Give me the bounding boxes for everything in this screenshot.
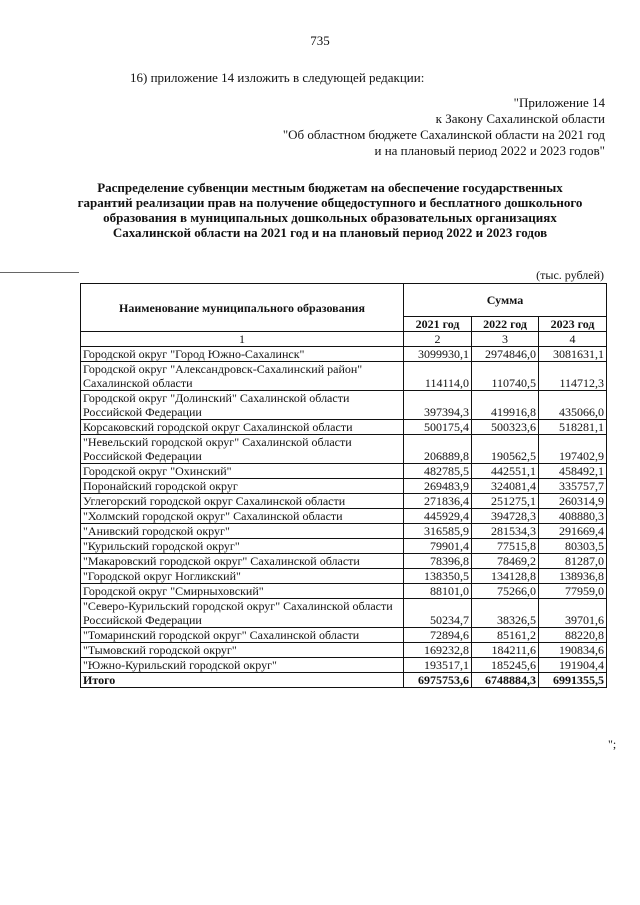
table-row	[81, 479, 607, 494]
municipality-name: Городской округ "Город Южно-Сахалинск"	[81, 347, 404, 362]
value-2021: 114114,0	[404, 362, 472, 391]
title-line: Распределение субвенции местным бюджетам на обеспечение государственных	[97, 180, 563, 195]
appendix-line: к Закону Сахалинской области	[435, 111, 605, 126]
table-row	[81, 628, 607, 643]
value-2021: 397394,3	[404, 391, 472, 420]
value-2021: 169232,8	[404, 643, 472, 658]
total-label: Итого	[81, 673, 404, 688]
header-year: 2021 год	[404, 317, 472, 332]
value-2021: 79901,4	[404, 539, 472, 554]
value-2022: 394728,3	[472, 509, 539, 524]
municipality-name: Городской округ "Долинский" Сахалинской области Российской Федерации	[81, 391, 404, 420]
municipality-name: "Макаровский городской округ" Сахалинской области	[81, 554, 404, 569]
header-year: 2022 год	[472, 317, 539, 332]
value-2022: 324081,4	[472, 479, 539, 494]
municipality-name: Углегорский городской округ Сахалинской области	[81, 494, 404, 509]
municipality-name: "Невельский городской округ" Сахалинской области Российской Федерации	[81, 435, 404, 464]
closing-quote: ";	[608, 737, 617, 751]
value-2023: 335757,7	[539, 479, 607, 494]
value-2021: 500175,4	[404, 420, 472, 435]
appendix-reference	[283, 95, 605, 159]
value-2023: 80303,5	[539, 539, 607, 554]
value-2021: 269483,9	[404, 479, 472, 494]
value-2022: 77515,8	[472, 539, 539, 554]
value-2021: 50234,7	[404, 599, 472, 628]
header-sum: Сумма	[404, 284, 607, 317]
table-row	[81, 569, 607, 584]
value-2022: 251275,1	[472, 494, 539, 509]
value-2021: 88101,0	[404, 584, 472, 599]
value-2022: 110740,5	[472, 362, 539, 391]
municipality-name: "Тымовский городской округ"	[81, 643, 404, 658]
subvention-table	[80, 283, 607, 688]
value-2022: 500323,6	[472, 420, 539, 435]
value-2021: 482785,5	[404, 464, 472, 479]
municipality-name: "Северо-Курильский городской округ" Сахалинской области Российской Федерации	[81, 599, 404, 628]
value-2021: 271836,4	[404, 494, 472, 509]
value-2023: 190834,6	[539, 643, 607, 658]
divider	[0, 272, 79, 273]
value-2023: 435066,0	[539, 391, 607, 420]
value-2023: 77959,0	[539, 584, 607, 599]
municipality-name: "Городской округ Ногликский"	[81, 569, 404, 584]
value-2021: 138350,5	[404, 569, 472, 584]
value-2021: 72894,6	[404, 628, 472, 643]
value-2023: 3081631,1	[539, 347, 607, 362]
value-2022: 281534,3	[472, 524, 539, 539]
value-2022: 134128,8	[472, 569, 539, 584]
municipality-name: "Холмский городской округ" Сахалинской области	[81, 509, 404, 524]
value-2022: 419916,8	[472, 391, 539, 420]
total-row	[81, 673, 607, 688]
document-title	[70, 180, 590, 240]
municipality-name: "Южно-Курильский городской округ"	[81, 658, 404, 673]
value-2022: 38326,5	[472, 599, 539, 628]
municipality-name: "Томаринский городской округ" Сахалинской области	[81, 628, 404, 643]
title-line: образования в муниципальных дошкольных образовательных организациях	[103, 210, 557, 225]
column-index: 1	[81, 332, 404, 347]
table-row	[81, 347, 607, 362]
table-row	[81, 509, 607, 524]
value-2022: 78469,2	[472, 554, 539, 569]
appendix-line: и на плановый период 2022 и 2023 годов"	[374, 143, 605, 158]
value-2021: 445929,4	[404, 509, 472, 524]
municipality-name: Корсаковский городской округ Сахалинской области	[81, 420, 404, 435]
table-row	[81, 524, 607, 539]
value-2021: 3099930,1	[404, 347, 472, 362]
table-row	[81, 584, 607, 599]
municipality-name: Городской округ "Охинский"	[81, 464, 404, 479]
page-number: 735	[310, 33, 330, 48]
value-2023: 138936,8	[539, 569, 607, 584]
value-2023: 197402,9	[539, 435, 607, 464]
units-label: (тыс. рублей)	[536, 268, 604, 282]
header-year: 2023 год	[539, 317, 607, 332]
table-row	[81, 643, 607, 658]
table-row	[81, 554, 607, 569]
value-2023: 291669,4	[539, 524, 607, 539]
municipality-name: "Анивский городской округ"	[81, 524, 404, 539]
value-2022: 184211,6	[472, 643, 539, 658]
value-2021: 316585,9	[404, 524, 472, 539]
table-row	[81, 494, 607, 509]
title-line: Сахалинской области на 2021 год и на плановый период 2022 и 2023 годов	[112, 225, 548, 240]
value-2022: 2974846,0	[472, 347, 539, 362]
value-2023: 88220,8	[539, 628, 607, 643]
total-2023: 6991355,5	[539, 673, 607, 688]
value-2023: 81287,0	[539, 554, 607, 569]
municipality-name: "Курильский городской округ"	[81, 539, 404, 554]
value-2021: 78396,8	[404, 554, 472, 569]
table-row	[81, 539, 607, 554]
value-2022: 442551,1	[472, 464, 539, 479]
table-row	[81, 464, 607, 479]
instruction-text: 16) приложение 14 изложить в следующей редакции:	[130, 70, 425, 85]
municipality-name: Поронайский городской округ	[81, 479, 404, 494]
table-row	[81, 362, 607, 391]
value-2022: 85161,2	[472, 628, 539, 643]
value-2021: 206889,8	[404, 435, 472, 464]
table-row	[81, 599, 607, 628]
value-2023: 518281,1	[539, 420, 607, 435]
header-name: Наименование муниципального образования	[81, 284, 404, 332]
title-line: гарантий реализации прав на получение общедоступного и бесплатного дошкольного	[77, 195, 583, 210]
value-2023: 191904,4	[539, 658, 607, 673]
value-2023: 39701,6	[539, 599, 607, 628]
appendix-line: "Приложение 14	[513, 95, 605, 110]
value-2022: 190562,5	[472, 435, 539, 464]
municipality-name: Городской округ "Александровск-Сахалинский район" Сахалинской области	[81, 362, 404, 391]
column-index: 4	[539, 332, 607, 347]
column-index: 3	[472, 332, 539, 347]
value-2023: 408880,3	[539, 509, 607, 524]
value-2022: 75266,0	[472, 584, 539, 599]
value-2022: 185245,6	[472, 658, 539, 673]
column-index: 2	[404, 332, 472, 347]
table-row	[81, 420, 607, 435]
appendix-line: "Об областном бюджете Сахалинской области на 2021 год	[282, 127, 605, 142]
table-row	[81, 391, 607, 420]
table-row	[81, 658, 607, 673]
municipality-name: Городской округ "Смирныховский"	[81, 584, 404, 599]
total-2022: 6748884,3	[472, 673, 539, 688]
value-2023: 260314,9	[539, 494, 607, 509]
value-2023: 458492,1	[539, 464, 607, 479]
value-2021: 193517,1	[404, 658, 472, 673]
total-2021: 6975753,6	[404, 673, 472, 688]
table-row	[81, 435, 607, 464]
value-2023: 114712,3	[539, 362, 607, 391]
